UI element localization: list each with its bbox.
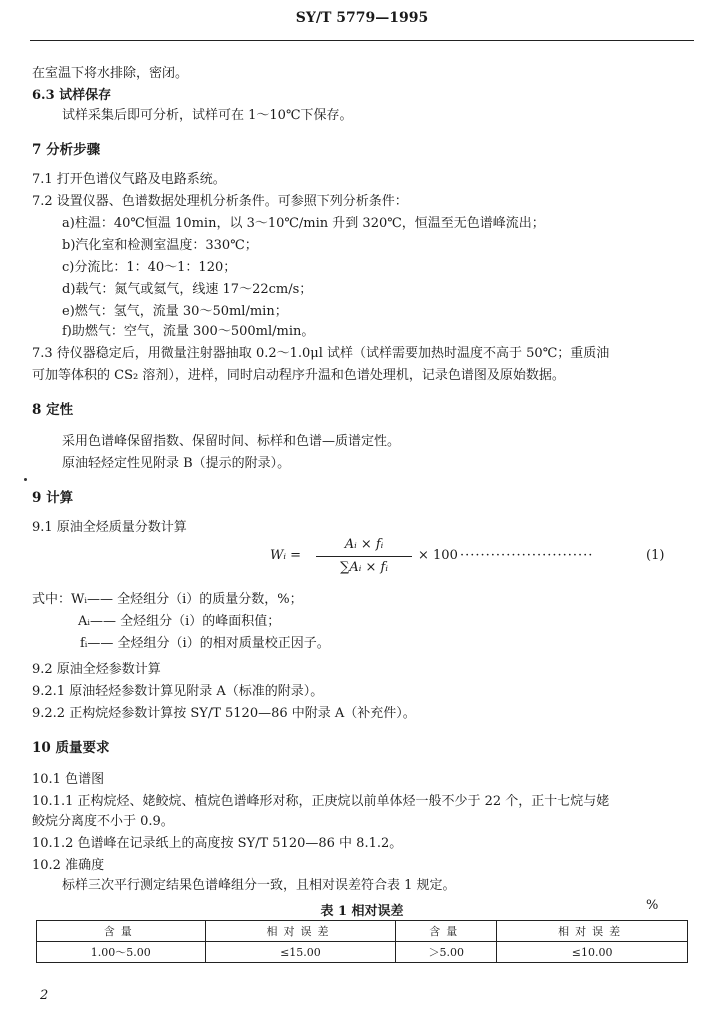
where-wi: 式中：Wᵢ—— 全烃组分（i）的质量分数，%；: [32, 592, 303, 607]
section-10-1-1-line-1: 10.1.1 正构烷烃、姥鲛烷、植烷色谱峰形对称，正庚烷以前单体烃一般不少于 22 个，正十七烷与姥: [32, 794, 610, 809]
condition-c: c)分流比：1：40～1：120；: [62, 260, 237, 275]
section-10-2: 10.2 准确度: [32, 858, 105, 873]
formula-fraction: [316, 536, 412, 577]
section-7-3-line-1: 7.3 待仪器稳定后，用微量注射器抽取 0.2～1.0μl 试样（试样需要加热时温度不高于 50℃；重质油: [32, 346, 610, 361]
section-10-1-1-line-2: 鲛烷分离度不小于 0.9。: [32, 814, 174, 829]
standard-code: SY/T 5779—1995: [295, 10, 429, 26]
formula-denominator: ∑Aᵢ × fᵢ: [340, 560, 388, 575]
section-8-heading: 8 定性: [32, 402, 74, 418]
condition-b: b)汽化室和检测室温度：330℃；: [62, 238, 258, 253]
where-fi: fᵢ—— 全烃组分（i）的相对质量校正因子。: [80, 636, 330, 651]
section-6-3-text: 试样采集后即可分析，试样可在 1～10℃下保存。: [62, 108, 353, 123]
section-9-2-1: 9.2.1 原油轻烃参数计算见附录 A（标准的附录）。: [32, 684, 324, 699]
header-error-2: 相对误差: [497, 921, 688, 942]
header-content-1: 含量: [37, 921, 206, 942]
condition-a: a)柱温：40℃恒温 10min，以 3～10℃/min 升到 320℃，恒温至无色谱峰流出；: [62, 216, 545, 231]
condition-d: d)载气：氮气或氦气，线速 17～22cm/s；: [62, 282, 313, 297]
table-cell: 1.00～5.00: [37, 942, 206, 963]
section-7-3-line-2: 可加等体积的 CS₂ 溶剂），进样，同时启动程序升温和色谱处理机，记录色谱图及原始数据。: [32, 368, 565, 383]
section-9-2: 9.2 原油全烃参数计算: [32, 662, 161, 677]
table-cell: ≤10.00: [497, 942, 688, 963]
table-cell: ≤15.00: [205, 942, 396, 963]
table-unit: %: [646, 898, 659, 913]
section-7-heading: 7 分析步骤: [32, 142, 101, 158]
formula-lhs: Wᵢ =: [270, 548, 302, 563]
formula-numerator: Aᵢ × fᵢ: [344, 537, 384, 552]
section-10-2-text: 标样三次平行测定结果色谱峰组分一致，且相对误差符合表 1 规定。: [62, 878, 456, 893]
equation-number: (1): [646, 548, 665, 563]
table-cell: ＞5.00: [396, 942, 497, 963]
section-10-1: 10.1 色谱图: [32, 772, 105, 787]
table-header-row: [37, 921, 688, 942]
section-6-3-heading: 6.3 试样保存: [32, 88, 112, 103]
header-content-2: 含量: [396, 921, 497, 942]
table-title: 表 1 相对误差: [320, 904, 404, 919]
table-row: [37, 942, 688, 963]
section-7-2: 7.2 设置仪器、色谱数据处理机分析条件。可参照下列分析条件：: [32, 194, 408, 209]
section-8-text-1: 采用色谱峰保留指数、保留时间、标样和色谱—质谱定性。: [62, 434, 401, 449]
section-10-1-2: 10.1.2 色谱峰在记录纸上的高度按 SY/T 5120—86 中 8.1.2。: [32, 836, 403, 851]
relative-error-table: [36, 920, 688, 963]
formula-1: [260, 536, 680, 578]
condition-f: f)助燃气：空气，流量 300～500ml/min。: [62, 324, 315, 339]
section-9-heading: 9 计算: [32, 490, 74, 506]
section-10-heading: 10 质量要求: [32, 740, 110, 756]
section-9-1: 9.1 原油全烃质量分数计算: [32, 520, 187, 535]
section-8-text-2: 原油轻烃定性见附录 B（提示的附录）。: [62, 456, 291, 471]
section-9-2-2: 9.2.2 正构烷烃参数计算按 SY/T 5120—86 中附录 A（补充件）。: [32, 706, 416, 721]
page-number: 2: [40, 988, 49, 1003]
margin-speck: [24, 478, 27, 481]
condition-e: e)燃气：氢气，流量 30～50ml/min；: [62, 304, 288, 319]
header-error-1: 相对误差: [205, 921, 396, 942]
header-rule: [30, 40, 694, 41]
where-ai: Aᵢ—— 全烃组分（i）的峰面积值；: [78, 614, 281, 629]
line-continuation: 在室温下将水排除，密闭。: [32, 66, 189, 81]
formula-leader-dots: ··························: [460, 548, 594, 563]
fraction-bar: [316, 556, 412, 557]
section-7-1: 7.1 打开色谱仪气路及电路系统。: [32, 172, 226, 187]
formula-rhs: × 100: [418, 548, 458, 563]
